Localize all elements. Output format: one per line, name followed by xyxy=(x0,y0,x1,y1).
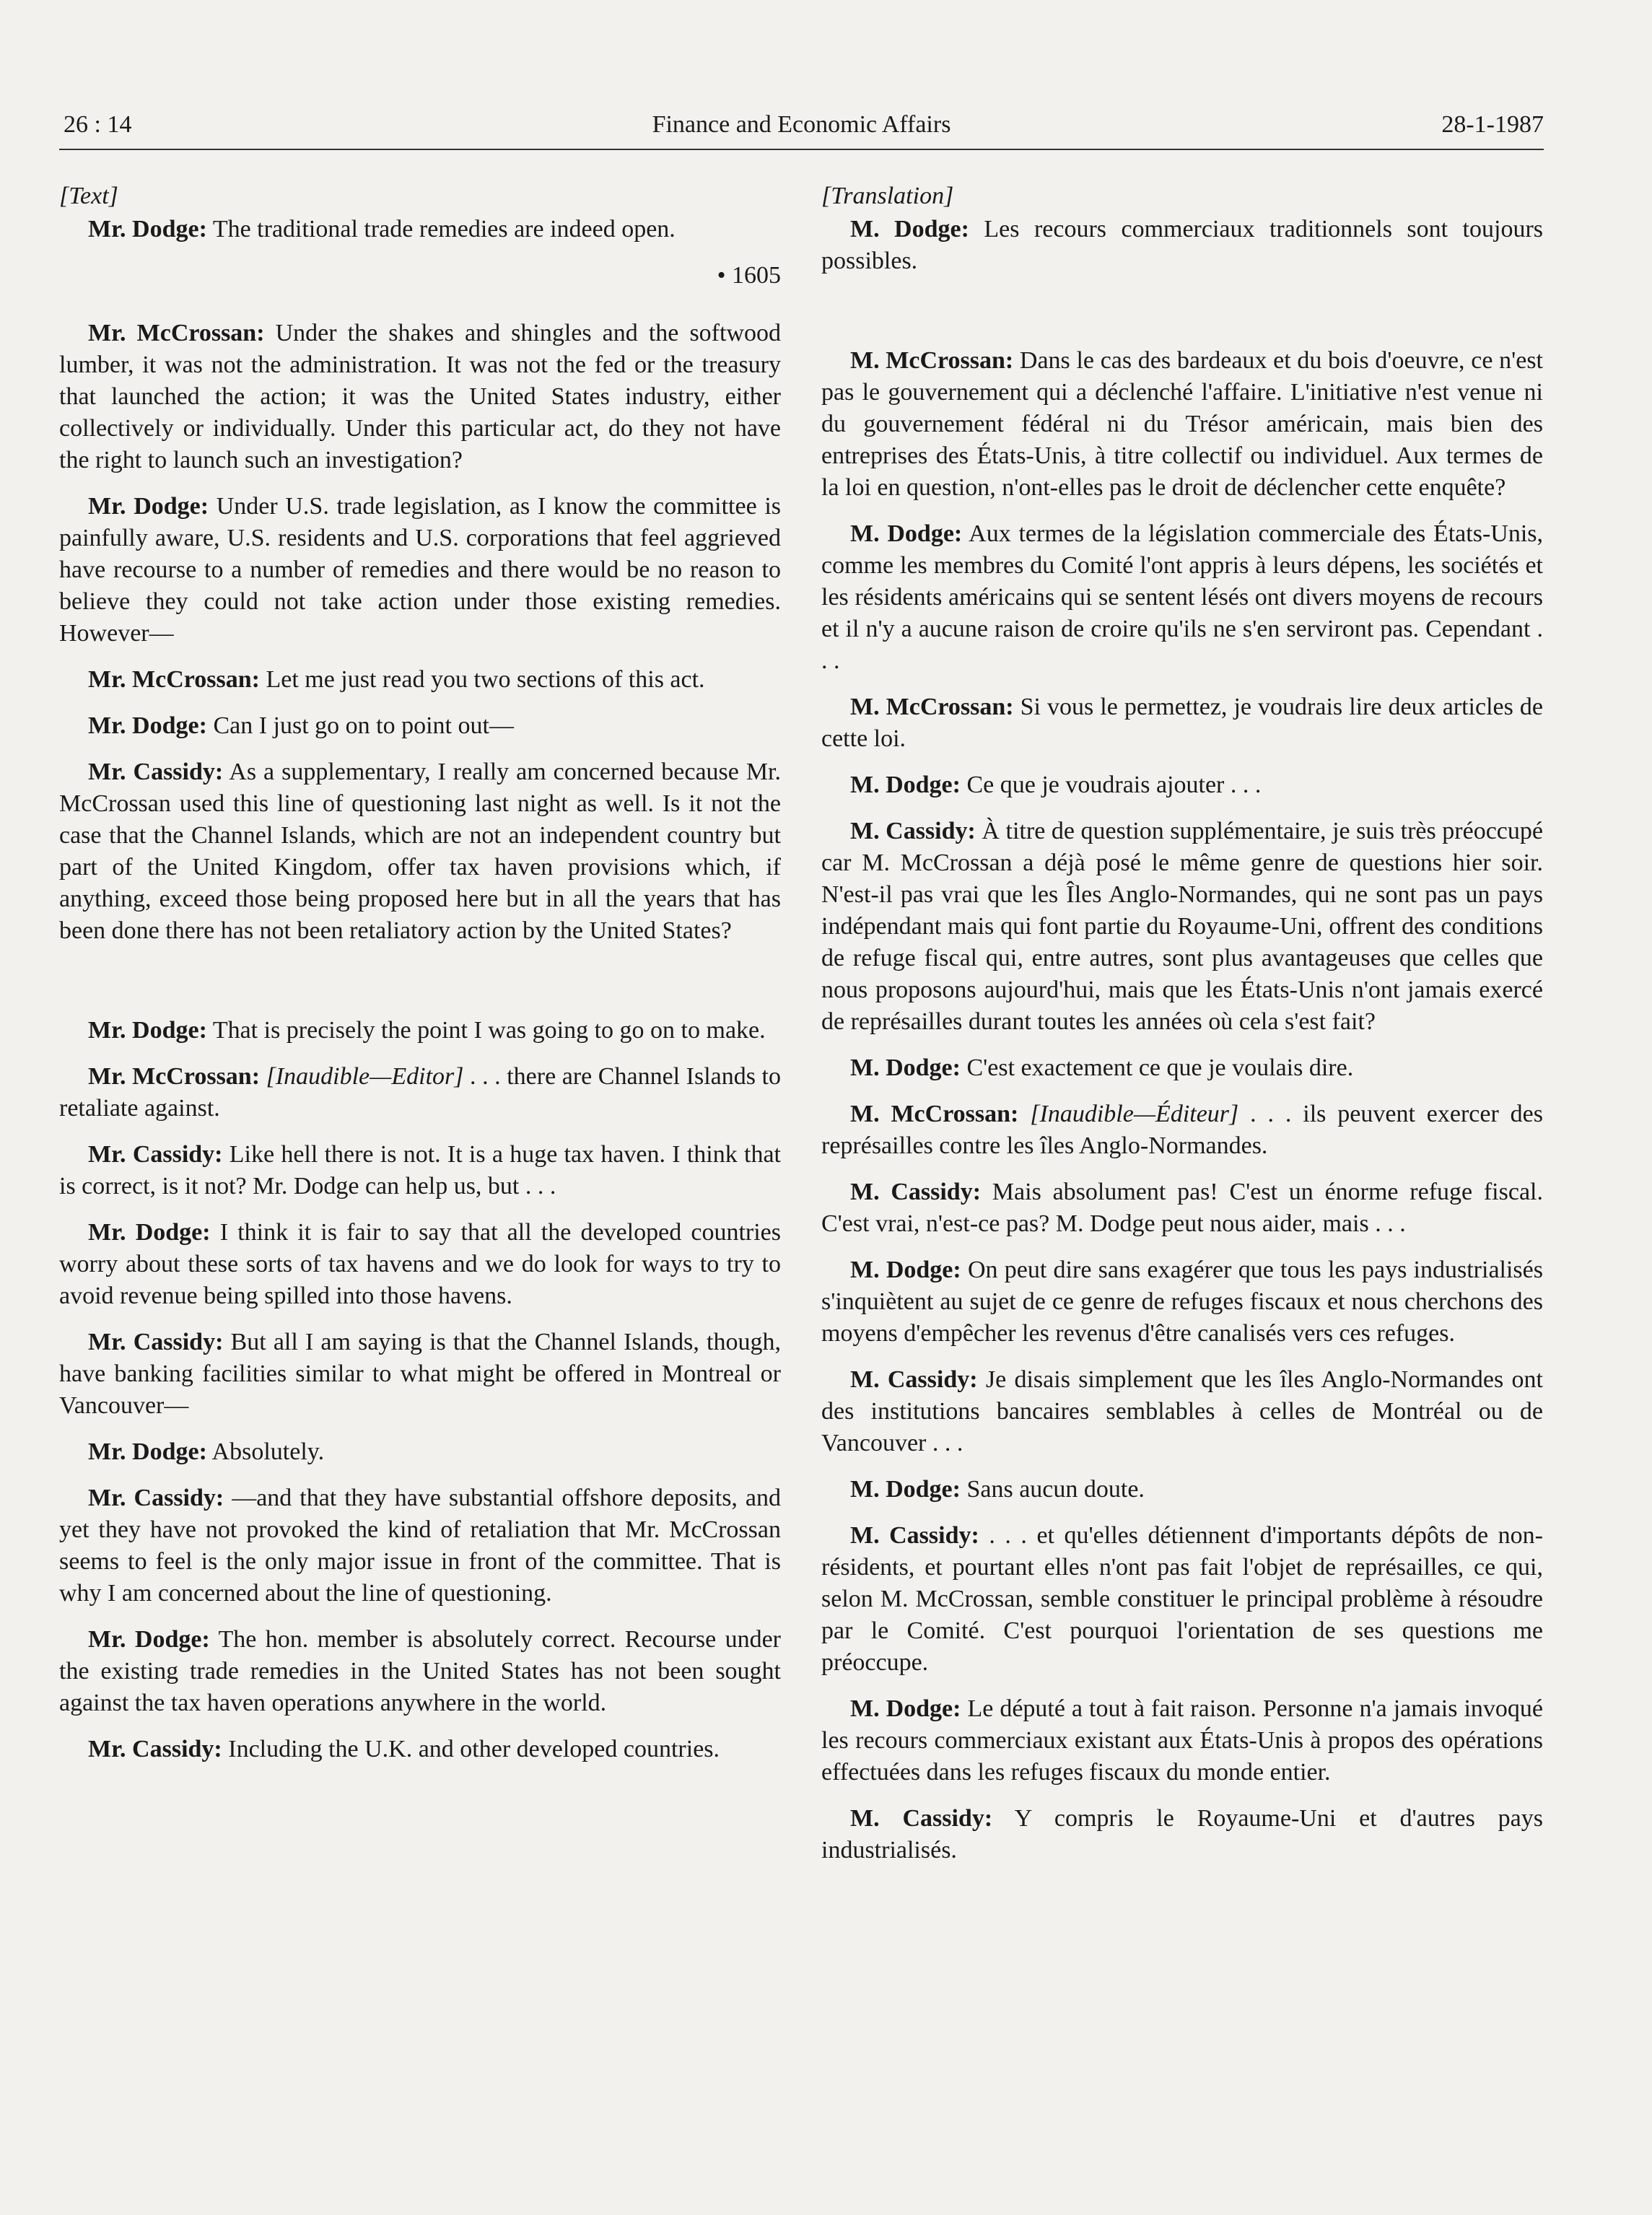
transcript-paragraph xyxy=(821,214,1543,277)
speech-text: Si vous le permettez, je voudrais lire deux articles de cette loi. xyxy=(821,694,1544,752)
transcript-paragraph xyxy=(821,1803,1543,1866)
transcript-paragraph xyxy=(821,816,1543,1038)
speaker-name: Mr. Cassidy: xyxy=(88,1485,224,1511)
speech-text: . . . ils peuvent exercer des représailles contre les îles Anglo-Normandes. xyxy=(821,1101,1544,1159)
transcript-paragraph xyxy=(821,1254,1543,1350)
speech-text: Under U.S. trade legislation, as I know the committee is painfully aware, U.S. residents and U.S. corporations that feel aggrieved have recourse to a number of remedies and there would be no reason to believe they could not take action under those existing remedies. However— xyxy=(59,493,781,647)
transcript-paragraph xyxy=(59,1217,781,1312)
column-label: [Text] xyxy=(59,183,118,209)
speech-text: . . . there are Channel Islands to retaliate against. xyxy=(59,1063,782,1122)
speech-text: Mais absolument pas! C'est un énorme refuge fiscal. C'est vrai, n'est-ce pas? M. Dodge peut nous aider, mais . . . xyxy=(821,1179,1543,1237)
transcript-paragraph xyxy=(821,1520,1543,1679)
speech-text: Les recours commerciaux traditionnels sont toujours possibles. xyxy=(821,216,1544,274)
speech-text: Je disais simplement que les îles Anglo-Normandes ont des institutions bancaires semblables à celles de Montréal ou de Vancouver . . . xyxy=(821,1366,1543,1456)
transcript-paragraph xyxy=(821,518,1543,677)
speaker-name: Mr. Dodge: xyxy=(88,1438,207,1465)
speaker-name: M. Cassidy: xyxy=(850,1805,993,1832)
speaker-name: M. McCrossan: xyxy=(850,347,1014,374)
speaker-name: M. McCrossan: xyxy=(850,1101,1019,1127)
speech-text: —and that they have substantial offshore deposits, and yet they have not provoked the kind of retaliation that Mr. McCrossan seems to feel is the only major issue in front of the committee. That is why I am concerned about the line of questioning. xyxy=(59,1485,781,1607)
speaker-name: M. Dodge: xyxy=(850,1476,961,1503)
page-header xyxy=(59,108,1544,150)
transcript-paragraph xyxy=(59,491,781,650)
transcript-paragraph xyxy=(821,1474,1543,1506)
transcript-paragraph xyxy=(59,1482,781,1609)
speech-text: On peut dire sans exagérer que tous les pays industrialisés s'inquiètent au sujet de ce genre de refuges fiscaux et nous cherchons des moyens d'empêcher les revenus d'être canalisés vers ces refuges. xyxy=(821,1257,1543,1347)
speaker-name: M. Dodge: xyxy=(850,772,961,798)
speaker-name: M. Dodge: xyxy=(850,1257,961,1283)
speaker-name: M. McCrossan: xyxy=(850,694,1014,720)
transcript-paragraph xyxy=(821,1176,1543,1240)
publication-title: Finance and Economic Affairs xyxy=(652,111,951,138)
transcript-paragraph xyxy=(59,1734,781,1765)
transcript-paragraph xyxy=(821,345,1543,504)
spacer xyxy=(821,292,1543,345)
speech-text: That is precisely the point I was going to go on to make. xyxy=(206,1017,766,1044)
time-marker: • 1605 xyxy=(717,262,781,289)
issue-date: 28-1-1987 xyxy=(1441,111,1544,138)
speaker-name: Mr. Dodge: xyxy=(88,1219,211,1246)
transcript-paragraph xyxy=(59,1624,781,1719)
speech-text: But all I am saying is that the Channel Islands, though, have banking facilities similar to what might be offered in Montreal or Vancouver— xyxy=(59,1329,781,1419)
speaker-name: Mr. Cassidy: xyxy=(88,1736,222,1762)
transcript-paragraph xyxy=(821,1052,1543,1084)
speech-text: . . . et qu'elles détiennent d'importants dépôts de non-résidents, et pourtant elles n'ont pas fait l'objet de représailles, ce qui, selon M. McCrossan, semble constituer le principal problème à résoudre par le Comité. C'est pourquoi l'orientation de ses questions me préoccupe. xyxy=(821,1522,1543,1676)
speaker-name: Mr. Dodge: xyxy=(88,1626,210,1653)
speech-text: As a supplementary, I really am concerned because Mr. McCrossan used this line of questioning last night as well. Is it not the case that the Channel Islands, which are not an independent country but part of the United Kingdom, offer tax haven provisions which, if anything, exceed those being proposed here but in all the years that has been done there has not been retaliatory action by the United States? xyxy=(59,759,781,944)
transcript-paragraph xyxy=(59,710,781,742)
speech-text: Aux termes de la législation commerciale des États-Unis, comme les membres du Comité l'ont appris à leurs dépens, les sociétés et les résidents américains qui se sentent lésés ont divers moyens de recours et il n'y a aucune raison de croire qu'ils ne s'en serviront pas. Cependant . . . xyxy=(821,520,1543,674)
transcript-paragraph xyxy=(59,756,781,947)
speech-text: Including the U.K. and other developed countries. xyxy=(222,1736,720,1762)
speech-text: Under the shakes and shingles and the softwood lumber, it was not the administration. It was not the fed or the treasury that launched the action; it was the United States industry, either collectively or individually. Under this particular act, do they not have the right to launch such an investigation? xyxy=(59,320,781,473)
speaker-name: Mr. McCrossan: xyxy=(88,320,265,346)
editorial-note: [Inaudible—Editor] xyxy=(266,1063,464,1090)
speech-text: Let me just read you two sections of this act. xyxy=(259,666,705,693)
transcript-paragraph xyxy=(821,769,1543,801)
speech-text: Can I just go on to point out— xyxy=(206,712,514,739)
speaker-name: M. Cassidy: xyxy=(850,1522,979,1549)
speech-text: I think it is fair to say that all the developed countries worry about these sorts of tax havens and we do look for ways to try to avoid revenue being spilled into those havens. xyxy=(59,1219,781,1309)
speech-text: Le député a tout à fait raison. Personne n'a jamais invoqué les recours commerciaux existant aux États-Unis à propos des opérations effectuées dans les refuges fiscaux du monde entier. xyxy=(821,1695,1544,1786)
speaker-name: M. Dodge: xyxy=(850,216,969,243)
transcript-paragraph xyxy=(59,214,781,245)
transcript-paragraph xyxy=(59,318,781,476)
transcript-paragraph xyxy=(821,691,1543,755)
editorial-note: [Inaudible—Éditeur] xyxy=(1030,1101,1239,1127)
speaker-name: Mr. Dodge: xyxy=(88,216,207,243)
transcript-paragraph xyxy=(59,1061,781,1124)
speaker-name: M. Dodge: xyxy=(850,1054,961,1081)
column-label: [Translation] xyxy=(821,183,954,209)
speaker-name: Mr. McCrossan: xyxy=(88,1063,261,1090)
spacer xyxy=(59,961,781,1015)
transcript-paragraph xyxy=(821,1693,1543,1788)
transcript-paragraph xyxy=(59,1327,781,1422)
speaker-name: M. Cassidy: xyxy=(850,818,976,844)
speaker-name: Mr. McCrossan: xyxy=(88,666,260,693)
french-column xyxy=(821,180,1543,1881)
speaker-name: M. Dodge: xyxy=(850,1695,961,1722)
transcript-paragraph xyxy=(59,1436,781,1468)
speech-text: C'est exactement ce que je voulais dire. xyxy=(960,1054,1354,1081)
transcript-paragraph xyxy=(59,1139,781,1202)
speaker-name: Mr. Cassidy: xyxy=(88,759,224,785)
speaker-name: Mr. Cassidy: xyxy=(88,1141,223,1168)
speaker-name: M. Cassidy: xyxy=(850,1179,982,1205)
speech-text: Dans le cas des bardeaux et du bois d'oeuvre, ce n'est pas le gouvernement qui a déclenché l'affaire. L'initiative n'est venue ni du gouvernement fédéral ni du Trésor américain, mais bien des entreprises des États-Unis, à titre collectif ou individuel. Aux termes de la loi en question, n'ont-elles pas le droit de déclencher cette enquête? xyxy=(821,347,1544,501)
speech-text: Sans aucun doute. xyxy=(960,1476,1145,1503)
speaker-name: M. Cassidy: xyxy=(850,1366,978,1393)
speaker-name: Mr. Cassidy: xyxy=(88,1329,224,1355)
speaker-name: Mr. Dodge: xyxy=(88,1017,207,1044)
transcript-paragraph xyxy=(821,1098,1543,1162)
speech-text: À titre de question supplémentaire, je suis très préoccupé car M. McCrossan a déjà posé le même genre de questions hier soir. N'est-il pas vrai que les Îles Anglo-Normandes, qui ne sont pas un pays indépendant mais qui font partie du Royaume-Uni, offrent des conditions de refuge fiscal qui, entre autres, sont plus avantageuses que celles que nous proposons aujourd'hui, mais que les États-Unis n'ont jamais exercé de représailles durant toutes les années où cela s'est fait? xyxy=(821,818,1543,1035)
speech-text: Y compris le Royaume-Uni et d'autres pays industrialisés. xyxy=(821,1805,1543,1864)
english-column xyxy=(59,180,781,1780)
speech-text: Absolutely. xyxy=(206,1438,325,1465)
speaker-name: Mr. Dodge: xyxy=(88,493,209,520)
speaker-name: Mr. Dodge: xyxy=(88,712,207,739)
speech-text: Ce que je voudrais ajouter . . . xyxy=(960,772,1262,798)
speech-text: The traditional trade remedies are indeed open. xyxy=(206,216,676,243)
transcript-paragraph xyxy=(59,1015,781,1047)
page-number: 26 : 14 xyxy=(64,111,132,138)
transcript-paragraph xyxy=(821,1364,1543,1459)
speech-text: Like hell there is not. It is a huge tax haven. I think that is correct, is it not? Mr. Dodge can help us, but . . . xyxy=(59,1141,781,1200)
speaker-name: M. Dodge: xyxy=(850,520,963,547)
speech-text: The hon. member is absolutely correct. Recourse under the existing trade remedies in the United States has not been sought against the tax haven operations anywhere in the world. xyxy=(59,1626,781,1716)
transcript-paragraph xyxy=(59,664,781,696)
